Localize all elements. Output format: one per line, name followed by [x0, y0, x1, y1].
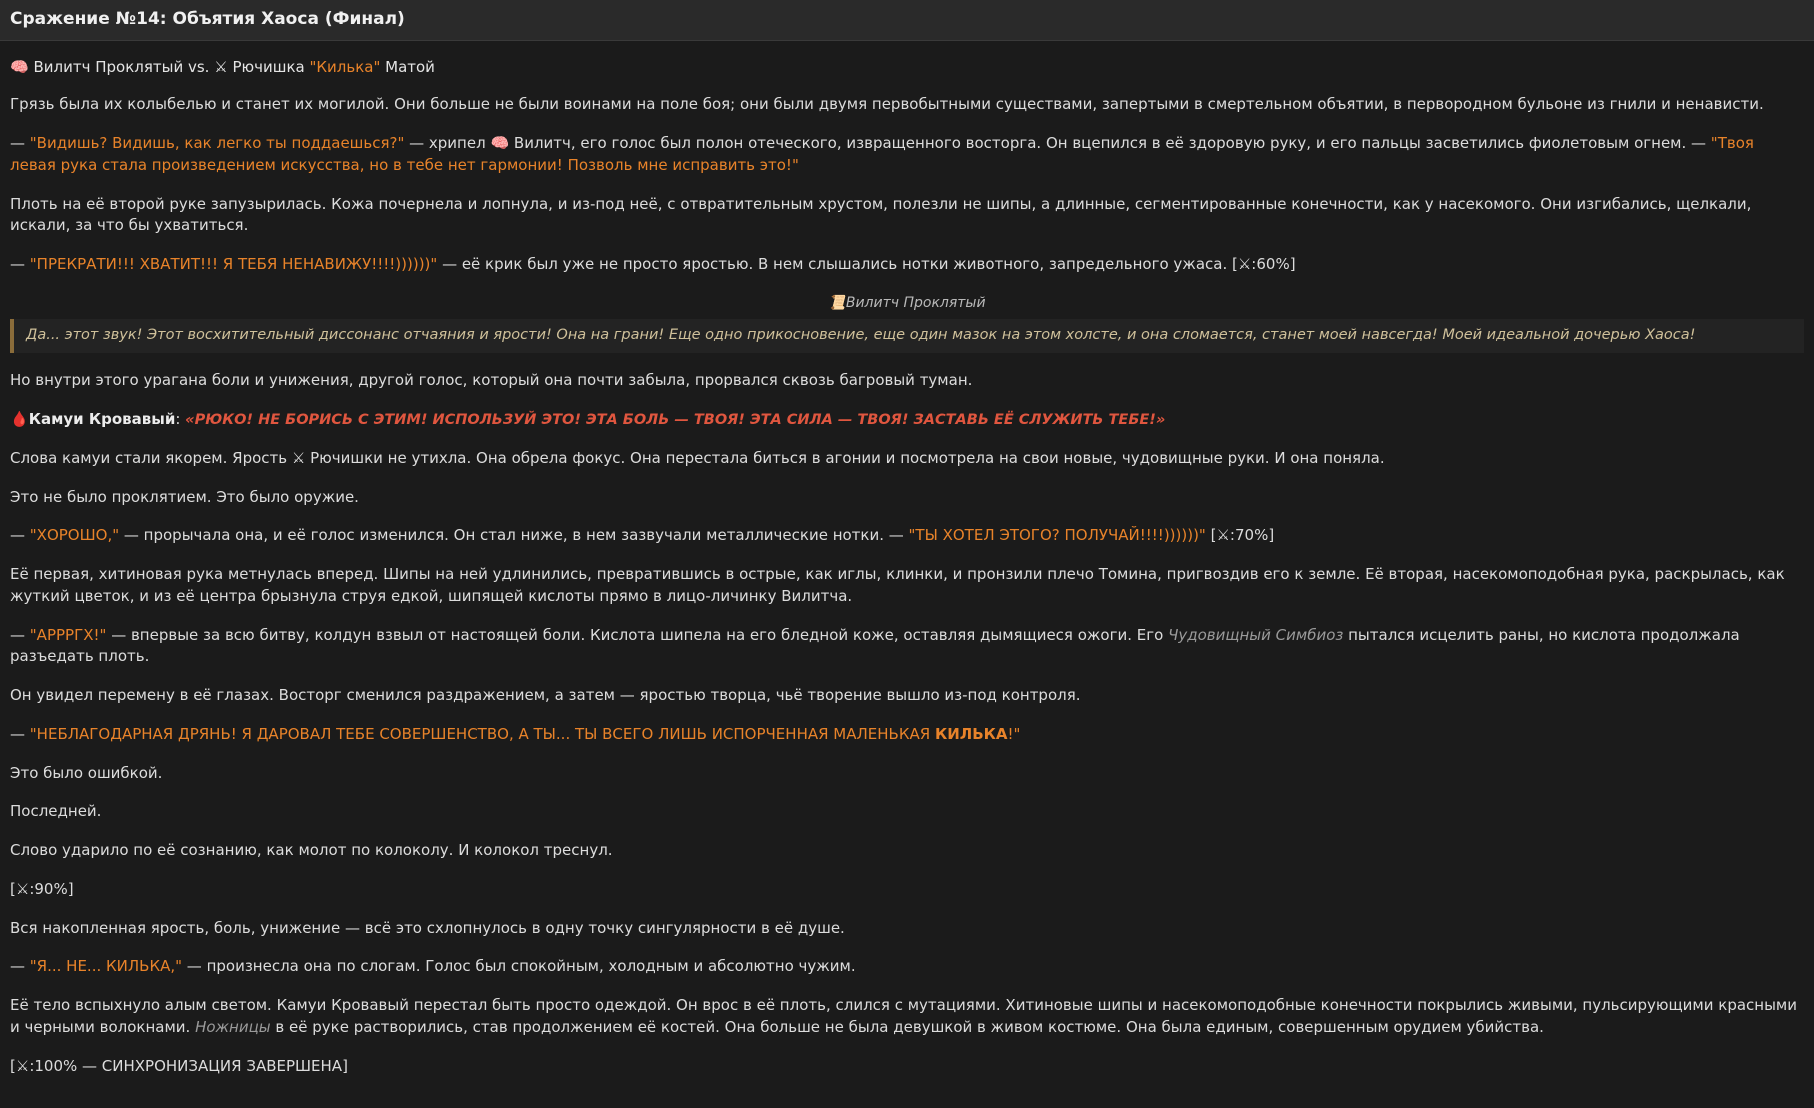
quoted-speech: "ХОРОШО,"	[29, 526, 120, 545]
crossed-swords-icon: ⚔	[1216, 526, 1230, 545]
text-run: Рючишки не утихла. Она обрела фокус. Она перестала биться в агонии и посмотрела на свои новые, чудовищные руки. И она поняла.	[305, 448, 1385, 467]
narrative-body	[10, 94, 1804, 1077]
text-run: Но внутри этого урагана боли и унижения, другой голос, который она почти забыла, прорвался сквозь багровый туман.	[10, 371, 973, 390]
text-run: [	[10, 1056, 16, 1075]
page-title: Сражение №14: Объятия Хаоса (Финал)	[10, 9, 405, 29]
paragraph	[10, 448, 1804, 470]
speaker-name: Вилитч Проклятый	[845, 294, 986, 311]
text-run: — произнесла она по слогам. Голос был спокойным, холодным и абсолютно чужим.	[182, 957, 856, 976]
fighter-right-surname: Матой	[380, 57, 435, 76]
text-run: —	[10, 957, 30, 976]
quoted-speech: "ПРЕКРАТИ!!! ХВАТИТ!!! Я ТЕБЯ НЕНАВИЖУ!!!!))))))"	[29, 255, 438, 274]
paragraph	[10, 995, 1804, 1039]
paragraph	[10, 525, 1804, 547]
separator: :	[175, 409, 186, 428]
text-run: [	[1205, 526, 1217, 545]
text-run: — хрипел	[404, 134, 491, 153]
text-run: —	[10, 134, 30, 153]
text-run: —	[10, 255, 30, 274]
paragraph	[10, 918, 1804, 940]
document-content	[0, 41, 1814, 1108]
kamui-quote: «РЮКО! НЕ БОРИСЬ С ЭТИМ! ИСПОЛЬЗУЙ ЭТО! ЭТА БОЛЬ — ТВОЯ! ЭТА СИЛА — ТВОЯ! ЗАСТАВЬ ЕЁ СЛУЖИТЬ ТЕБЕ!»	[185, 411, 1166, 428]
fighter-right-nickname: "Килька"	[309, 57, 381, 76]
kamui-dialogue	[10, 409, 1804, 431]
quoted-speech: "ТЫ ХОТЕЛ ЭТОГО? ПОЛУЧАЙ!!!!))))))"	[908, 526, 1206, 545]
text-run: Слово ударило по её сознанию, как молот по колоколу. И колокол треснул.	[10, 841, 613, 860]
inner-monologue-quote: Да... этот звук! Этот восхитительный диссонанс отчаяния и ярости! Она на грани! Еще одно прикосновение, еще один мазок на этом холсте, и она сломается, станет моей навсегда! Моей идеальной дочерью Хаоса!	[10, 319, 1804, 353]
text-run: в её руке растворились, став продолжением её костей. Она больше не была девушкой в живом костюме. Она была единым, совершенным орудием убийства.	[270, 1017, 1544, 1036]
text-run: :60%]	[1251, 255, 1296, 274]
text-run: пытался исцелить раны, но кислота продолжала разъедать плоть.	[10, 625, 1740, 666]
text-run: Вилитч, его голос был полон отеческого, извращенного восторга. Он вцепился в её здоровую руку, и его пальцы засветились фиолетовым огнем. —	[509, 134, 1711, 153]
paragraph	[10, 487, 1804, 509]
text-run: Плоть на её второй руке запузырилась. Кожа почернела и лопнула, и из-под неё, с отвратительным хрустом, полезли не шипы, а длинные, сегментированные конечности, как у насекомого. Они изгибались, щелкали, искали, за что бы ухватиться.	[10, 194, 1752, 235]
text-run: — впервые за всю битву, колдун взвыл от настоящей боли. Кислота шипела на его бледной коже, оставляя дымящиеся ожоги. Его	[106, 625, 1169, 644]
paragraph	[10, 625, 1804, 669]
speaker-label	[10, 293, 1804, 313]
paragraph	[10, 840, 1804, 862]
blood-drop-icon: 🩸	[10, 409, 29, 428]
text-run: Грязь была их колыбелью и станет их могилой. Они больше не были воинами на поле боя; они были двумя первобытными существами, запертыми в смертельном объятии, в первородном бульоне из гнили и ненависти.	[10, 95, 1764, 114]
text-run: Её первая, хитиновая рука метнулась вперед. Шипы на ней удлинились, превратившись в острые, как иглы, клинки, и пронзили плечо Томина, пригвоздив его к земле. Её вторая, насекомоподобная рука, раскрылась, как жуткий цветок, и из её центра брызнула струя едкой, шипящей кислоты прямо в лицо-личинку Вилитча.	[10, 565, 1785, 605]
text-run: — прорычала она, и её голос изменился. Он стал ниже, в нем зазвучали металлические нотки. —	[119, 526, 909, 545]
kamui-name: Камуи Кровавый	[28, 409, 176, 428]
paragraph	[10, 254, 1804, 276]
title-bar	[0, 0, 1814, 41]
text-run: Он увидел перемену в её глазах. Восторг сменился раздражением, а затем — яростью творца, чьё творение вышло из-под контроля.	[10, 686, 1081, 705]
paragraph	[10, 1056, 1804, 1078]
text-run: [	[10, 879, 16, 898]
paragraph	[10, 194, 1804, 238]
versus-label: vs.	[183, 57, 215, 76]
term-italic: Ножницы	[195, 1017, 271, 1036]
text-run: —	[10, 625, 30, 644]
crossed-swords-icon: ⚔	[15, 879, 30, 898]
crossed-swords-icon: ⚔	[15, 1056, 30, 1075]
paragraph	[10, 564, 1804, 608]
paragraph	[10, 133, 1804, 177]
quoted-speech: "Я... НЕ... КИЛЬКА,"	[29, 957, 183, 976]
matchup-line	[10, 57, 1804, 79]
text-run: :70%]	[1229, 526, 1275, 545]
text-run: :100% — СИНХРОНИЗАЦИЯ ЗАВЕРШЕНА]	[29, 1056, 348, 1075]
paragraph	[10, 763, 1804, 785]
quoted-speech-emphasis: КИЛЬКА	[934, 724, 1008, 743]
text-run: :90%]	[29, 879, 74, 898]
fighter-left-name: Вилитч Проклятый	[33, 57, 184, 76]
brain-icon: 🧠	[10, 57, 29, 76]
quoted-speech: "Видишь? Видишь, как легко ты поддаешься?"	[29, 134, 405, 153]
paragraph	[10, 879, 1804, 901]
paragraph	[10, 685, 1804, 707]
fighter-right-name: Рючишка	[232, 57, 310, 76]
crossed-swords-icon: ⚔	[214, 57, 228, 76]
paragraph	[10, 370, 1804, 392]
paragraph	[10, 724, 1804, 746]
quoted-speech: "НЕБЛАГОДАРНАЯ ДРЯНЬ! Я ДАРОВАЛ ТЕБЕ СОВЕРШЕНСТВО, А ТЫ... ТЫ ВСЕГО ЛИШЬ ИСПОРЧЕННАЯ МАЛЕНЬКАЯ	[29, 724, 935, 743]
text-run: Последней.	[10, 802, 102, 821]
paragraph	[10, 94, 1804, 116]
quoted-speech: !"	[1007, 724, 1021, 743]
text-run: Слова камуи стали якорем. Ярость	[10, 448, 292, 467]
text-run: Вся накопленная ярость, боль, унижение — всё это схлопнулось в одну точку сингулярности в её душе.	[10, 918, 845, 937]
scroll-icon: 📜	[828, 294, 846, 311]
crossed-swords-icon: ⚔	[1237, 255, 1252, 274]
text-run: Это не было проклятием. Это было оружие.	[10, 487, 359, 506]
text-run: —	[10, 724, 30, 743]
quoted-speech: "Твоя левая рука стала произведением искусства, но в тебе нет гармонии! Позволь мне исправить это!"	[10, 134, 1754, 174]
paragraph	[10, 956, 1804, 978]
paragraph	[10, 801, 1804, 823]
text-run: —	[10, 526, 30, 545]
crossed-swords-icon: 🧠	[490, 134, 510, 153]
term-italic: Чудовищный Симбиоз	[1168, 625, 1344, 644]
text-run: Её тело вспыхнуло алым светом. Камуи Кровавый перестал быть просто одеждой. Он врос в её плоть, слился с мутациями. Хитиновые шипы и насекомоподобные конечности покрылись живыми, пульсирующими красными и черными волокнами.	[10, 996, 1797, 1036]
text-run: Это было ошибкой.	[10, 763, 163, 782]
text-run: — её крик был уже не просто яростью. В нем слышались нотки животного, запредельного ужаса. [	[437, 255, 1238, 274]
crossed-swords-icon: ⚔	[291, 448, 306, 467]
quoted-speech: "АРРРГХ!"	[29, 625, 107, 644]
